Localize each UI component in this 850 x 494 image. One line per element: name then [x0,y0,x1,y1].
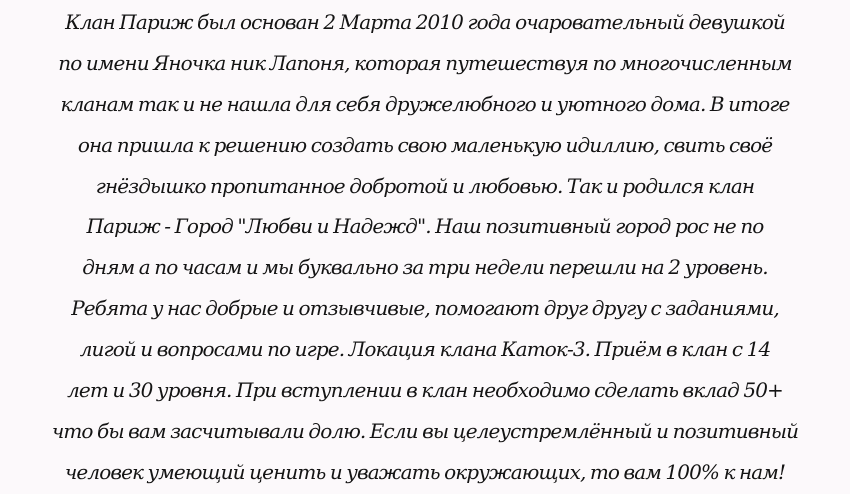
text-line: что бы вам засчитывали долю. Если вы целеустремлённый и позитивный [51,418,799,443]
text-line: дням а по часам и мы буквально за три недели перешли на 2 уровень. [82,255,768,280]
text-line: лигой и вопросами по игре. Локация клана Каток-3. Приём в клан с 14 [79,337,771,362]
text-line: Клан Париж был основан 2 Марта 2010 года очаровательный девушкой [65,10,785,34]
text-line: лет и 30 уровня. При вступлении в клан необходимо сделать вклад 50+ [67,378,783,403]
text-line: человек умеющий ценить и уважать окружающих, то вам 100% к нам! [64,459,786,484]
text-line: кланам так и не нашла для себя дружелюбного и уютного дома. В итоге [60,91,790,116]
text-line: Ребята у нас добрые и отзывчивые, помогают друг другу с заданиями, [71,296,779,321]
text-line: по имени Яночка ник Лапоня, которая путешествуя по многочисленным [58,50,792,75]
text-line: Париж - Город "Любви и Надежд". Наш позитивный город рос не по [86,214,764,239]
clan-description [0,2,850,493]
text-line: гнёздышко пропитанное добротой и любовью. Так и родился клан [95,173,755,198]
text-line: она пришла к решению создать свою маленькую идиллию, свить своё [77,132,773,157]
